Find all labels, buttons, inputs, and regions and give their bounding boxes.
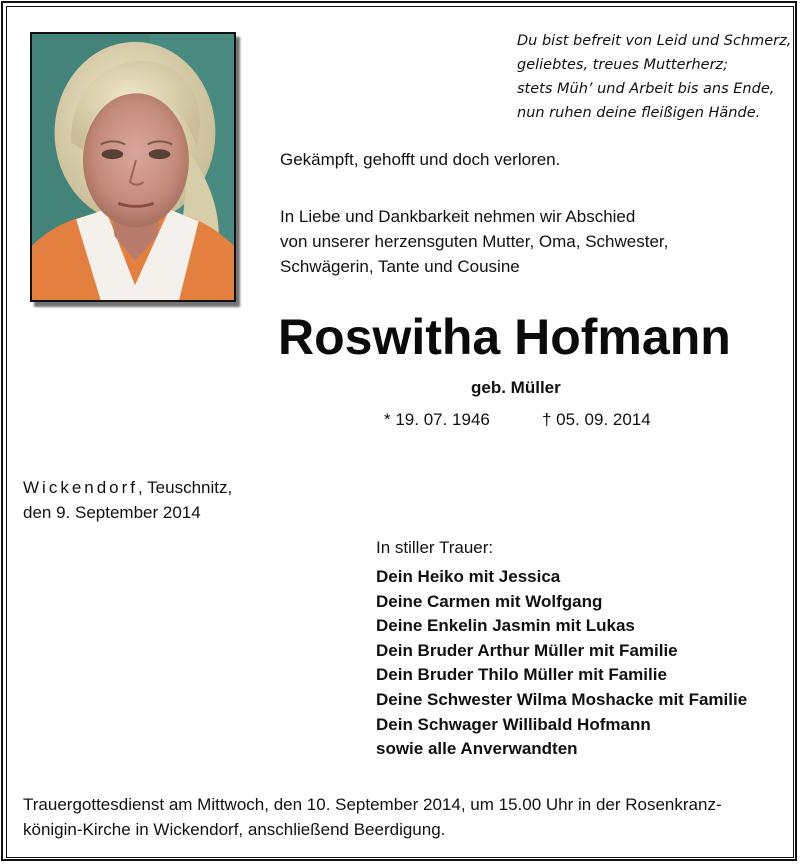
notice-date: den 9. September 2014 xyxy=(23,503,201,522)
mourner-item: sowie alle Anverwandten xyxy=(376,739,578,759)
mourner-item: Dein Bruder Arthur Müller mit Familie xyxy=(376,640,678,660)
birth-date: * 19. 07. 1946 xyxy=(384,410,490,429)
mourner-item: Dein Schwager Willibald Hofmann xyxy=(376,714,651,734)
service-line: königin-Kirche in Wickendorf, anschließend Beerdigung. xyxy=(23,820,446,839)
poem-line: nun ruhen deine fleißigen Hände. xyxy=(517,105,761,121)
intro-line: Gekämpft, gehofft und doch verloren. xyxy=(280,150,561,169)
deceased-name: Roswitha Hofmann xyxy=(278,309,731,365)
mourner-item: Deine Schwester Wilma Moshacke mit Familie xyxy=(376,689,748,709)
place-and-date xyxy=(23,475,232,525)
farewell-line: In Liebe und Dankbarkeit nehmen wir Abschied xyxy=(280,207,636,226)
village-name: Wickendorf xyxy=(23,478,139,497)
death-date: † 05. 09. 2014 xyxy=(542,410,651,429)
poem xyxy=(517,29,792,125)
mourners-label: In stiller Trauer: xyxy=(376,538,494,557)
mourner-item: Deine Carmen mit Wolfgang xyxy=(376,591,603,611)
place-rest: , Teuschnitz, xyxy=(138,478,233,497)
poem-line: geliebtes, treues Mutterherz; xyxy=(517,57,729,73)
poem-line: Du bist befreit von Leid und Schmerz, xyxy=(517,33,792,49)
mourner-item: Dein Bruder Thilo Müller mit Familie xyxy=(376,665,667,685)
farewell-line: von unserer herzensguten Mutter, Oma, Schwester, xyxy=(280,232,669,251)
service-line: Trauergottesdienst am Mittwoch, den 10. September 2014, um 15.00 Uhr in der Rosenkranz- xyxy=(23,795,722,814)
mourners-list xyxy=(376,565,747,762)
mourner-item: Deine Enkelin Jasmin mit Lukas xyxy=(376,616,635,636)
funeral-service-info xyxy=(23,792,722,842)
portrait-photo xyxy=(30,32,236,302)
maiden-name: geb. Müller xyxy=(471,378,561,397)
farewell-line: Schwägerin, Tante und Cousine xyxy=(280,257,520,276)
farewell-text xyxy=(280,204,668,279)
poem-line: stets Müh’ und Arbeit bis ans Ende, xyxy=(517,81,775,97)
mourner-item: Dein Heiko mit Jessica xyxy=(376,567,561,586)
